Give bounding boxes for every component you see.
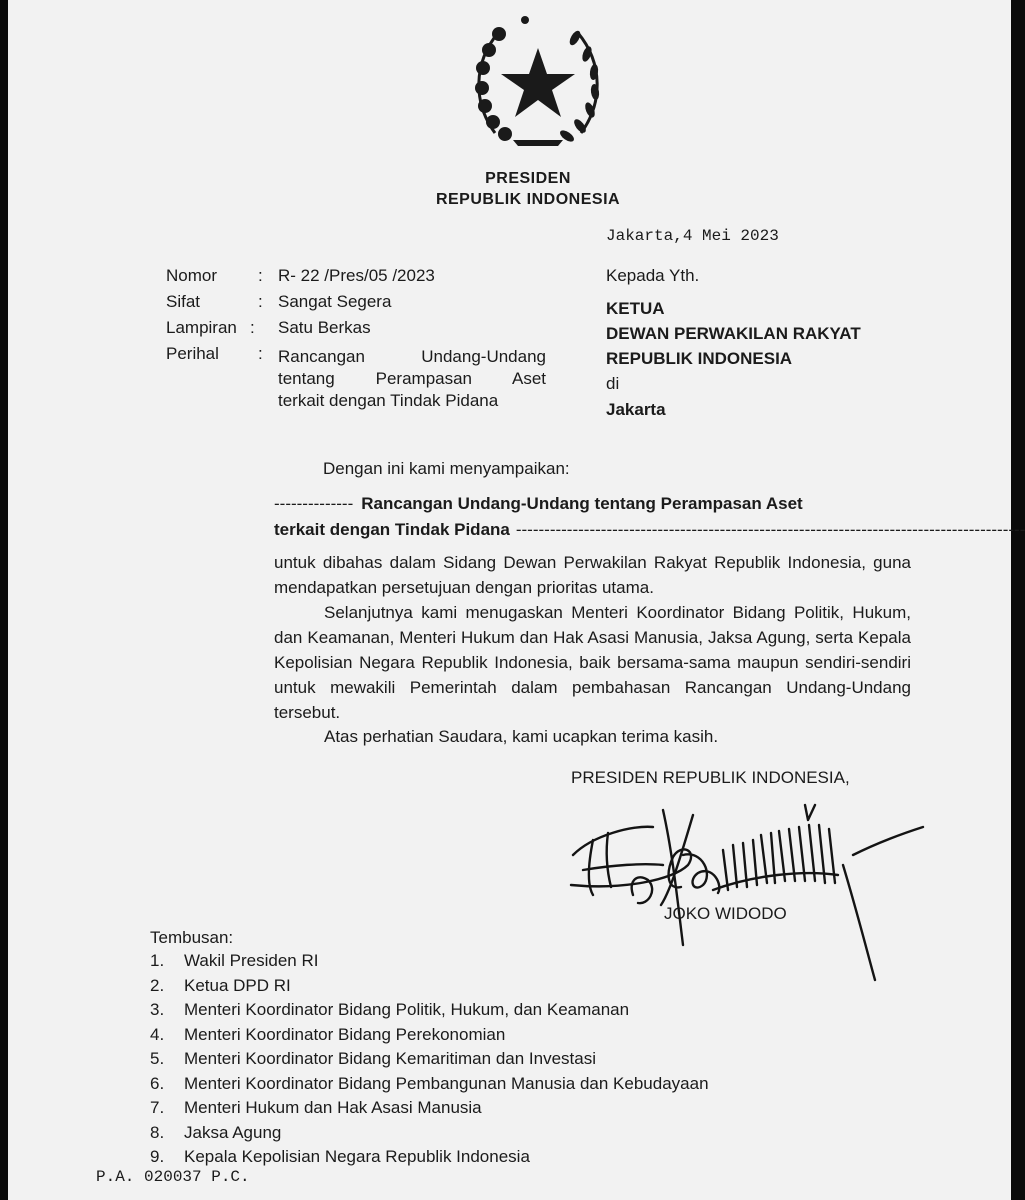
nomor-label: Nomor [166,266,218,285]
paragraph-1 [274,550,911,600]
recipient-title: KETUA [606,299,665,318]
subject-line-2: terkait dengan Tindak Pidana [274,520,510,539]
list-number: 6. [150,1073,165,1093]
intro-text: Dengan ini kami menyampaikan: [323,459,570,478]
lampiran-label: Lampiran [166,318,237,337]
list-item [150,975,291,1001]
recipient-institution: DEWAN PERWAKILAN RAKYAT [606,324,861,343]
perihal-line: terkait dengan Tindak Pidana [278,391,499,410]
paragraph-2-text: Selanjutnya kami menugaskan Menteri Koordinator Bidang Politik, Hukum, dan Keamanan, Menteri Hukum dan Hak Asasi Manusia, Jaksa Agung, serta Kepala Kepolisian Negara Republik Indonesia, baik bersama-sama maupun sendiri-sendiri untuk mewakili Pemerintah dalam pembahasan Rancangan Undang-Undang tersebut. [274,603,911,722]
separator: : [258,266,263,285]
list-text: Menteri Koordinator Bidang Perekonomian [184,1024,506,1044]
list-item [150,1024,506,1050]
paragraph-2 [274,600,911,725]
subject-dashes-left: -------------- [274,494,354,513]
list-text: Menteri Koordinator Bidang Politik, Hukum, dan Keamanan [184,1000,630,1019]
subject-line-1: Rancangan Undang-Undang tentang Perampasan Aset [361,494,803,513]
subject-dashes-right: ------------------------------------------------------------------------------------------ [515,520,1025,539]
paragraph-3 [274,724,911,749]
tembusan-list [150,951,709,1172]
recipient-country: REPUBLIK INDONESIA [606,349,793,368]
recipient-di: di [606,374,620,393]
tembusan-section [150,928,709,1172]
perihal-line: tentang Perampasan Aset [278,369,546,388]
list-item [150,1122,282,1148]
header-presiden: PRESIDEN [485,170,571,187]
lampiran-value: Satu Berkas [278,318,371,337]
list-number: 7. [150,1098,165,1117]
list-text: Menteri Koordinator Bidang Kemaritiman dan Investasi [184,1049,596,1068]
perihal-value [278,346,546,412]
perihal-line: Rancangan Undang-Undang [278,347,546,366]
handwritten-signature-icon [553,795,933,985]
list-text: Jaksa Agung [184,1122,282,1142]
signatory-title: PRESIDEN REPUBLIK INDONESIA, [571,768,850,787]
nomor-value: R- 22 /Pres/05 /2023 [278,266,435,285]
list-number: 5. [150,1049,165,1068]
list-text: Menteri Koordinator Bidang Pembangunan Manusia dan Kebudayaan [184,1073,709,1093]
list-number: 1. [150,951,165,970]
letter-date: Jakarta,4 Mei 2023 [606,227,779,245]
list-number: 2. [150,975,165,995]
salutation: Kepada Yth. [606,266,700,285]
list-text: Kepala Kepolisian Negara Republik Indonesia [184,1147,530,1166]
signatory-name: JOKO WIDODO [664,904,787,923]
list-text: Ketua DPD RI [184,975,291,995]
list-item [150,1000,630,1025]
list-item [150,951,319,976]
list-item [150,1049,596,1074]
header-republik-indonesia: REPUBLIK INDONESIA [435,191,621,208]
letter-page [8,0,1025,1200]
separator: : [258,344,263,363]
list-number: 8. [150,1122,165,1142]
sifat-value: Sangat Segera [278,292,392,311]
list-text: Wakil Presiden RI [184,951,319,970]
footer-code: P.A. 020037 P.C. [96,1168,250,1186]
list-item [150,1098,482,1123]
list-text: Menteri Hukum dan Hak Asasi Manusia [184,1098,482,1117]
subject-block [274,491,1025,543]
list-number: 4. [150,1024,165,1044]
list-number: 9. [150,1147,165,1166]
sifat-label: Sifat [166,292,201,311]
presidential-emblem-icon [463,8,613,168]
perihal-label: Perihal [166,344,219,363]
separator: : [250,318,255,337]
recipient-city: Jakarta [606,400,666,419]
paragraph-1-text: untuk dibahas dalam Sidang Dewan Perwakilan Rakyat Republik Indonesia, guna mendapatkan persetujuan dengan prioritas utama. [274,553,911,597]
paragraph-3-text: Atas perhatian Saudara, kami ucapkan terima kasih. [324,727,719,746]
list-number: 3. [150,1000,165,1019]
list-item [150,1073,709,1099]
separator: : [258,292,263,311]
tembusan-title: Tembusan: [150,928,234,947]
recipient-address [606,266,861,420]
